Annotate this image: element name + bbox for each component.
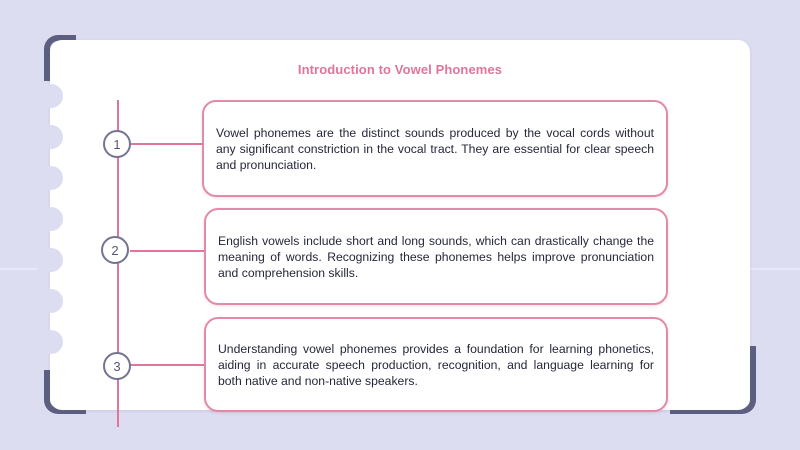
step-number-2: 2 [101,236,129,264]
binding-notch [33,248,63,272]
step-text-2: English vowels include short and long sounds, which can drastically change the meaning of words. Recognizing these phonemes helps improve pronunciation and comprehension skills. [218,233,654,280]
timeline-connector [130,364,205,366]
step-number-3: 3 [103,352,131,380]
binding-notch [33,289,63,313]
binding-notch [33,166,63,190]
binding-notch [33,125,63,149]
binding-notch [33,84,63,108]
binding-notch [33,207,63,231]
timeline-connector [130,143,203,145]
step-text-3: Understanding vowel phonemes provides a foundation for learning phonetics, aiding in accurate speech production, recognition, and language learning for both native and non-native speakers. [218,341,654,388]
slide-title: Introduction to Vowel Phonemes [297,62,503,77]
step-box-2 [204,208,668,305]
step-number-1: 1 [103,130,131,158]
binding-notch [33,330,63,354]
timeline-connector [130,250,205,252]
step-text-1: Vowel phonemes are the distinct sounds produced by the vocal cords without any significant constriction in the vocal tract. They are essential for clear speech and pronunciation. [216,125,654,172]
step-box-3 [204,317,668,412]
step-box-1 [202,100,668,197]
